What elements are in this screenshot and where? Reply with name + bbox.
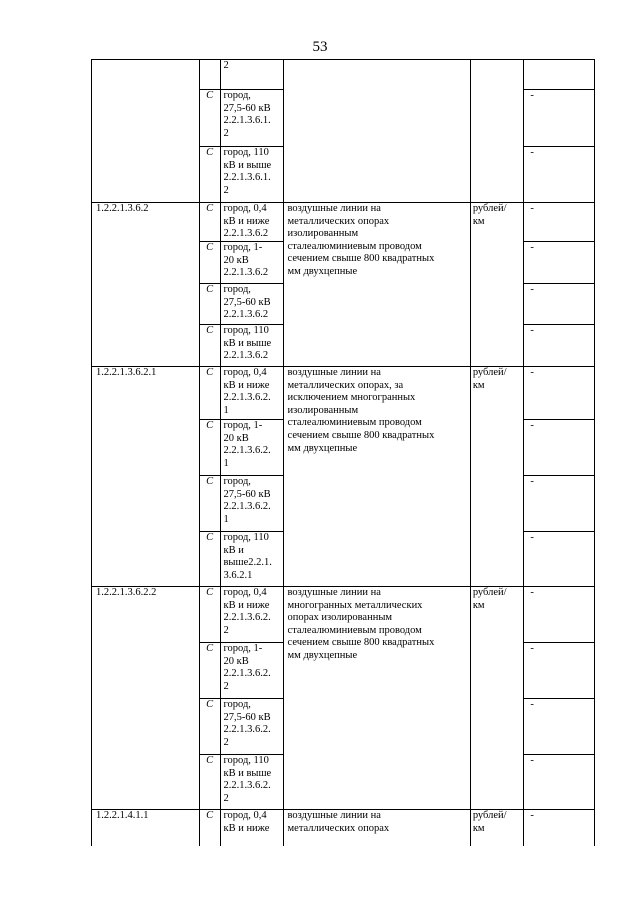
description-cell [283,60,470,203]
type-cell: С [200,643,221,699]
cell-line: изолированным [287,228,359,240]
value-cell: - [524,532,595,587]
value-cell: - [524,699,595,755]
description-cell [283,367,470,587]
cell-line: 20 кВ [223,432,249,444]
city-cell [221,532,283,587]
cell-line: город, 110 [223,325,269,336]
value-cell: - [524,420,595,476]
city-cell [221,203,283,242]
value-cell: - [524,90,595,147]
cell-line: кВ и ниже [223,215,270,227]
type-cell: С [200,810,221,846]
cell-line: 20 кВ [223,254,249,266]
cell-line: 2 [223,127,229,139]
unit-cell [470,60,524,203]
row-code: 1.2.2.1.3.6.2.1 [92,367,200,587]
cell-line: 3.6.2.1 [223,569,253,581]
cell-line: км [472,822,485,834]
cell-line: воздушные линии на [287,587,381,598]
row-code: 1.2.2.1.3.6.2 [92,203,200,367]
city-cell [221,476,283,532]
cell-line: город, 110 [223,532,269,543]
unit-cell [470,203,524,367]
value-cell: - [524,755,595,810]
cell-line: воздушные линии на [287,810,381,821]
cell-line: мм двухцепные [287,442,358,454]
city-cell [221,147,283,203]
cell-line: изолированным [287,404,359,416]
type-cell [200,60,221,90]
value-cell: - [524,203,595,242]
cell-line: город, 110 [223,147,269,158]
tariff-table [91,59,595,846]
cell-line: металлических опорах [287,215,390,227]
type-cell: С [200,367,221,420]
type-cell: С [200,699,221,755]
cell-line: 2.2.1.3.6.2. [223,724,271,736]
value-cell: - [524,587,595,643]
cell-line: рублей/ [472,367,507,378]
city-cell [221,325,283,367]
cell-line: сталеалюминиевым проводом [287,240,422,252]
cell-line: город, 110 [223,755,269,766]
type-cell: С [200,476,221,532]
type-cell: С [200,242,221,284]
cell-line: 27,5-60 кВ [223,711,271,723]
cell-line: город, 1- [223,420,263,431]
value-cell: - [524,810,595,846]
cell-line: 20 кВ [223,655,249,667]
city-cell [221,90,283,147]
cell-line: 1 [223,457,229,469]
cell-line: 2.2.1.3.6.2. [223,445,271,457]
city-cell [221,755,283,810]
cell-line: 2.2.1.3.6.2. [223,780,271,792]
cell-line: кВ и выше [223,337,272,349]
city-cell [221,242,283,284]
cell-line: исключением многогранных [287,392,416,404]
city-cell [221,699,283,755]
cell-line: город, 0,4 [223,810,267,821]
cell-line: город, [223,90,251,101]
unit-cell [470,810,524,846]
description-cell [283,587,470,810]
cell-line: сталеалюминиевым проводом [287,417,422,429]
unit-cell [470,587,524,810]
table-row [92,367,595,420]
cell-line: город, [223,699,251,710]
table-row [92,587,595,643]
value-cell: - [524,284,595,325]
cell-line: воздушные линии на [287,367,381,378]
cell-line: кВ и ниже [223,599,270,611]
cell-line: сечением свыше 800 квадратных [287,429,435,441]
row-code: 1.2.2.1.3.6.2.2 [92,587,200,810]
value-cell: - [524,476,595,532]
cell-line: рублей/ [472,587,507,598]
cell-line: 2.2.1.3.6.2. [223,668,271,680]
city-cell [221,587,283,643]
cell-line: км [472,379,485,391]
page-number: 53 [312,39,328,55]
cell-line: кВ и ниже [223,379,270,391]
cell-line: 2.2.1.3.6.2 [223,228,269,240]
city-cell [221,810,283,846]
cell-line: 2.2.1.3.6.1. [223,115,271,127]
type-cell: С [200,532,221,587]
cell-line: 2.2.1.3.6.2. [223,612,271,624]
cell-line: город, 0,4 [223,203,267,214]
cell-line: металлических опорах, за [287,379,404,391]
cell-line: 27,5-60 кВ [223,296,271,308]
cell-line: сечением свыше 800 квадратных [287,253,435,265]
value-cell: - [524,325,595,367]
cell-line: город, 1- [223,242,263,253]
value-cell: - [524,643,595,699]
description-cell [283,810,470,846]
cell-line: кВ и [223,544,244,556]
cell-line: сечением свыше 800 квадратных [287,637,435,649]
cell-line: 27,5-60 кВ [223,488,271,500]
cell-line: 2.2.1.3.6.2 [223,267,269,279]
city-cell [221,60,283,90]
row-code: 1.2.2.1.4.1.1 [92,810,200,846]
cell-line: кВ и выше [223,767,272,779]
cell-line: 2.2.1.3.6.2. [223,392,271,404]
type-cell: С [200,203,221,242]
value-cell: - [524,242,595,284]
cell-line: 2 [223,736,229,748]
cell-line: воздушные линии на [287,203,381,214]
cell-line: 2.2.1.3.6.2 [223,309,269,321]
cell-line: 2 [223,60,229,71]
cell-line: город, 0,4 [223,587,267,598]
cell-line: 2.2.1.3.6.1. [223,172,271,184]
unit-cell [470,367,524,587]
cell-line: многогранных металлических [287,599,423,611]
city-cell [221,367,283,420]
cell-line: 2 [223,184,229,196]
row-code [92,60,200,203]
type-cell: С [200,325,221,367]
cell-line: 2.2.1.3.6.2. [223,501,271,513]
cell-line: выше2.2.1. [223,557,272,569]
table-row [92,810,595,846]
type-cell: С [200,755,221,810]
cell-line: сталеалюминиевым проводом [287,624,422,636]
cell-line: город, 0,4 [223,367,267,378]
description-cell [283,203,470,367]
table-row [92,60,595,90]
cell-line: 1 [223,513,229,525]
type-cell: С [200,284,221,325]
type-cell: С [200,147,221,203]
city-cell [221,284,283,325]
cell-line: км [472,599,485,611]
cell-line: кВ и выше [223,159,272,171]
cell-line: опорах изолированным [287,612,393,624]
cell-line: город, [223,476,251,487]
type-cell: С [200,587,221,643]
cell-line: 2 [223,792,229,804]
table-row [92,203,595,242]
cell-line: город, [223,284,251,295]
cell-line: рублей/ [472,203,507,214]
value-cell [524,60,595,90]
cell-line: мм двухцепные [287,649,358,661]
cell-line: город, 1- [223,643,263,654]
cell-line: кВ и ниже [223,822,270,834]
cell-line: 2.2.1.3.6.2 [223,350,269,362]
cell-line: 2 [223,680,229,692]
cell-line: 27,5-60 кВ [223,102,271,114]
cell-line: 1 [223,404,229,416]
cell-line: металлических опорах [287,822,390,834]
value-cell: - [524,367,595,420]
city-cell [221,643,283,699]
cell-line: 2 [223,624,229,636]
type-cell: С [200,420,221,476]
cell-line: мм двухцепные [287,265,358,277]
city-cell [221,420,283,476]
cell-line: рублей/ [472,810,507,821]
cell-line: км [472,215,485,227]
type-cell: С [200,90,221,147]
value-cell: - [524,147,595,203]
